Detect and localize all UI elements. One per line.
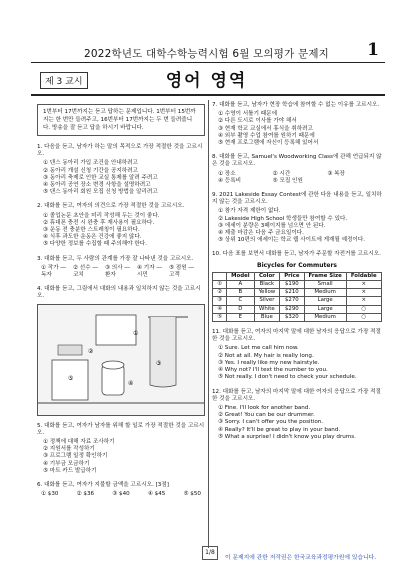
question-text: 7. 대화를 듣고, 남자가 현장 학습에 참여할 수 없는 이유를 고르시오. [212,102,380,108]
bathroom-picture [37,304,205,416]
exam-title: 2022학년도 대학수학능력시험 6월 모의평가 문제지 [83,48,330,60]
mark-1: ① [133,329,139,337]
table-cell: B [227,289,254,297]
table-cell: Small [304,281,346,289]
answer-option[interactable]: ① Fine. I'll look for another band. [218,404,311,411]
answer-option[interactable]: ⑤ 점원 ― 고객 [169,264,194,279]
answer-option[interactable]: ① 작가 ― 독자 [41,264,66,279]
answer-option[interactable]: ⑤ Not really. I don't need to check your schedule. [218,374,357,381]
answer-option[interactable]: ⑤ What a surprise! I didn't know you play drums. [218,433,356,440]
table-cell: ○ [346,305,381,313]
session-label: 제 3 교시 [40,72,88,89]
mark-5: ⑤ [68,374,74,382]
answer-option[interactable]: ④ 식후 과도한 운동은 건강에 좋지 않다. [43,234,142,241]
answer-option[interactable]: ④ 등록비 [218,177,242,184]
table-cell: Yellow [254,289,280,297]
left-column [37,102,205,505]
page-number: 1 [367,40,379,60]
answer-option[interactable]: ③ 프로그램 일정 확인하기 [43,453,108,460]
copyright-note: 이 문제지에 관한 저작권은 한국교육과정평가원에 있습니다. [225,555,377,561]
table-cell: Large [304,297,346,305]
answer-option[interactable]: ④ Why not? I'll text the number to you. [218,367,328,374]
table-header: Frame Size [304,272,346,280]
question-text: 11. 대화를 듣고, 여자의 마지막 말에 대한 남자의 응답으로 가장 적절한 것을 고르시오. [212,329,381,343]
table-header: Model [227,272,254,280]
bathroom-illustration [38,305,204,415]
answer-option[interactable]: ⑤ 다양한 정보를 수집할 때 주의해야 한다. [43,241,147,248]
table-cell: $270 [280,297,304,305]
table-cell: Silver [254,297,280,305]
question-text: 4. 대화를 듣고, 그림에서 대화의 내용과 일치하지 않는 것을 고르시오. [37,286,201,300]
answer-option[interactable]: ④ 기자 ― 시민 [137,264,162,279]
table-cell: ② [213,289,227,297]
answer-option[interactable]: ④ Really? It'll be great to play in your band. [218,426,341,433]
answer-option[interactable]: ① 수영이 서툴기 때문에 [218,111,277,118]
answer-option[interactable]: ① 정책에 대해 자료 조사하기 [43,439,115,446]
answer-option[interactable]: ④ 동아리 공연 장소 변경 사항을 설명하려고 [43,182,151,189]
answer-option[interactable]: ⑤ $50 [183,491,201,498]
answer-option[interactable]: ③ 운동 전 충분한 스트레칭이 필요하다. [43,227,140,234]
table-cell: D [227,305,254,313]
table-cell: × [346,297,381,305]
table-cell: ① [213,281,227,289]
table-cell: ③ [213,297,227,305]
question-text: 9. 2021 Lakeside Essay Contest에 관한 다음 내용을 듣고, 일치하지 않는 것을 고르시오. [212,192,382,206]
answer-option[interactable]: ① Sure. Let me call him now. [218,345,299,352]
question-7 [212,102,382,147]
question-1 [37,144,205,196]
answer-option[interactable]: ② 동아리 개설 신청 기간을 공지하려고 [43,167,138,174]
answer-option[interactable]: ① $30 [41,491,59,498]
question-6 [37,482,205,498]
table-cell: Medium [304,289,346,297]
answer-option[interactable]: ① 참가 자격 제한이 없다. [218,208,281,215]
page-indicator: 1/8 [202,546,218,560]
question-9 [212,192,382,244]
answer-option[interactable]: ① 장소 [218,170,236,177]
question-4 [37,286,205,415]
question-11 [212,329,382,381]
answer-option[interactable]: ① 졸업논문 초안을 미리 작성해 두는 것이 좋다. [43,212,160,219]
table-row [213,289,381,297]
question-2 [37,203,205,248]
table-cell: $320 [280,313,304,321]
mark-2: ② [88,347,94,355]
answer-option[interactable]: ④ 제출 마감은 다음 주 금요일이다. [218,230,304,237]
table-cell: $290 [280,305,304,313]
answer-option[interactable]: ② 휴대폰 충전 시 완충 후 재사용이 필요하다. [43,219,155,226]
table-row [213,313,381,321]
question-text: 2. 대화를 듣고, 여자의 의견으로 가장 적절한 것을 고르시오. [37,203,185,210]
answer-option[interactable]: ② 선수 ― 코치 [73,264,98,279]
table-row [213,297,381,305]
question-text: 1. 다음을 듣고, 남자가 하는 말의 목적으로 가장 적절한 것을 고르시오. [37,144,203,158]
table-header: Foldable [346,272,381,280]
table-cell: Blue [254,313,280,321]
question-text: 6. 대화를 듣고, 여자가 지불할 금액을 고르시오. [3점] [37,482,169,489]
question-3 [37,256,205,280]
table-title: Bicycles for Commuters [257,261,337,269]
answer-option[interactable]: ③ 의사 ― 환자 [105,264,130,279]
answer-option[interactable]: ② 지원서를 작성하기 [43,446,95,453]
answer-option[interactable]: ② $36 [76,491,95,498]
answer-option[interactable]: ③ Sorry. I can't offer you the position. [218,419,324,426]
question-5 [37,423,205,475]
answer-option[interactable]: ③ 현재 학교 교실에서 휴식을 취하려고 [218,125,313,132]
table-header: Color [254,272,280,280]
table-cell: × [346,289,381,297]
mark-4: ④ [128,379,134,387]
table-cell: White [254,305,280,313]
answer-option[interactable]: ④ $45 [147,491,166,498]
answer-option[interactable]: ⑤ 마트 카드 발급하기 [43,467,97,474]
question-text: 8. 대화를 듣고, Samuel's Woodworking Class에 관해 언급되지 않은 것을 고르시오. [212,154,382,168]
question-12 [212,389,382,441]
answer-option[interactable]: ① 댄스 동아리 가입 조건을 안내하려고 [43,160,138,167]
table-cell: Large [304,305,346,313]
answer-option[interactable]: ③ 동아리 축제로 인한 교실 통제를 알려 주려고 [43,174,158,181]
answer-option[interactable]: ② Great! You can be our drummer. [218,412,315,419]
table-cell: A [227,281,254,289]
answer-option[interactable]: ⑤ 상위 10편의 에세이는 학교 웹 사이트에 게재될 예정이다. [218,237,366,244]
question-text: 12. 대화를 듣고, 남자의 마지막 말에 대한 여자의 응답으로 가장 적절한 것을 고르시오. [212,388,381,402]
answer-option[interactable]: ⑤ 댄스 동아리 회원 모집 신청 방법을 알리려고 [43,189,158,196]
mark-3: ③ [156,359,162,367]
title-rule [31,94,385,96]
table-cell: ○ [346,313,381,321]
table-cell: C [227,297,254,305]
answer-option[interactable]: ② Not at all. My hair is really long. [218,352,314,359]
answer-option[interactable]: ④ 기부금 모금하기 [43,460,90,467]
question-8 [212,154,382,185]
answer-option[interactable]: ③ 복장 [327,170,345,177]
answer-option[interactable]: ④ 외부 촬영 수업 참여를 원하기 때문에 [218,132,315,139]
question-text: 5. 대화를 듣고, 여자가 남자를 위해 할 일로 가장 적절한 것을 고르시오. [37,422,205,436]
question-10 [212,251,382,322]
table-header: Price [280,272,304,280]
table-cell: $210 [280,289,304,297]
table-cell: Medium [304,313,346,321]
header-rule [31,62,385,63]
answer-option[interactable]: ⑤ 모집 인원 [272,177,303,184]
table-row [213,281,381,289]
table-cell: $190 [280,281,304,289]
right-column [212,102,382,448]
table-cell: ⑤ [213,313,227,321]
column-divider [208,100,209,548]
table-cell: × [346,281,381,289]
answer-option[interactable]: ③ $40 [112,491,130,498]
table-cell: E [227,313,254,321]
subject-title: 영어 영역 [165,71,248,91]
question-text: 10. 다음 표를 보면서 대화를 듣고, 남자가 주문할 자전거를 고르시오. [212,251,381,258]
bicycle-table [212,272,381,322]
answer-option[interactable]: ② 다른 도시로 이사를 가야 해서 [218,118,297,125]
table-cell: Black [254,281,280,289]
listening-notice: 1번부터 17번까지는 듣고 답하는 문제입니다. 1번부터 15번까지는 한 번만 들려주고, 16번부터 17번까지는 두 번 들려줍니다. 방송을 잘 듣고 답을 하시기 바랍니다. [37,104,205,136]
answer-option[interactable]: ② 시간 [272,170,291,177]
answer-option[interactable]: ② Lakeside High School 학생들만 참여할 수 있다. [218,215,348,222]
table-cell: ④ [213,305,227,313]
answer-option[interactable]: ⑤ 현재 프로그램에 자신이 등록해 있어서 [218,140,319,147]
question-text: 3. 대화를 듣고, 두 사람의 관계를 가장 잘 나타낸 것을 고르시오. [37,255,194,262]
table-row [213,305,381,313]
answer-option[interactable]: ③ 에세이 분량은 3페이지를 넘으면 안 된다. [218,222,326,229]
answer-option[interactable]: ③ Yes. I really like my new hairstyle. [218,359,320,366]
